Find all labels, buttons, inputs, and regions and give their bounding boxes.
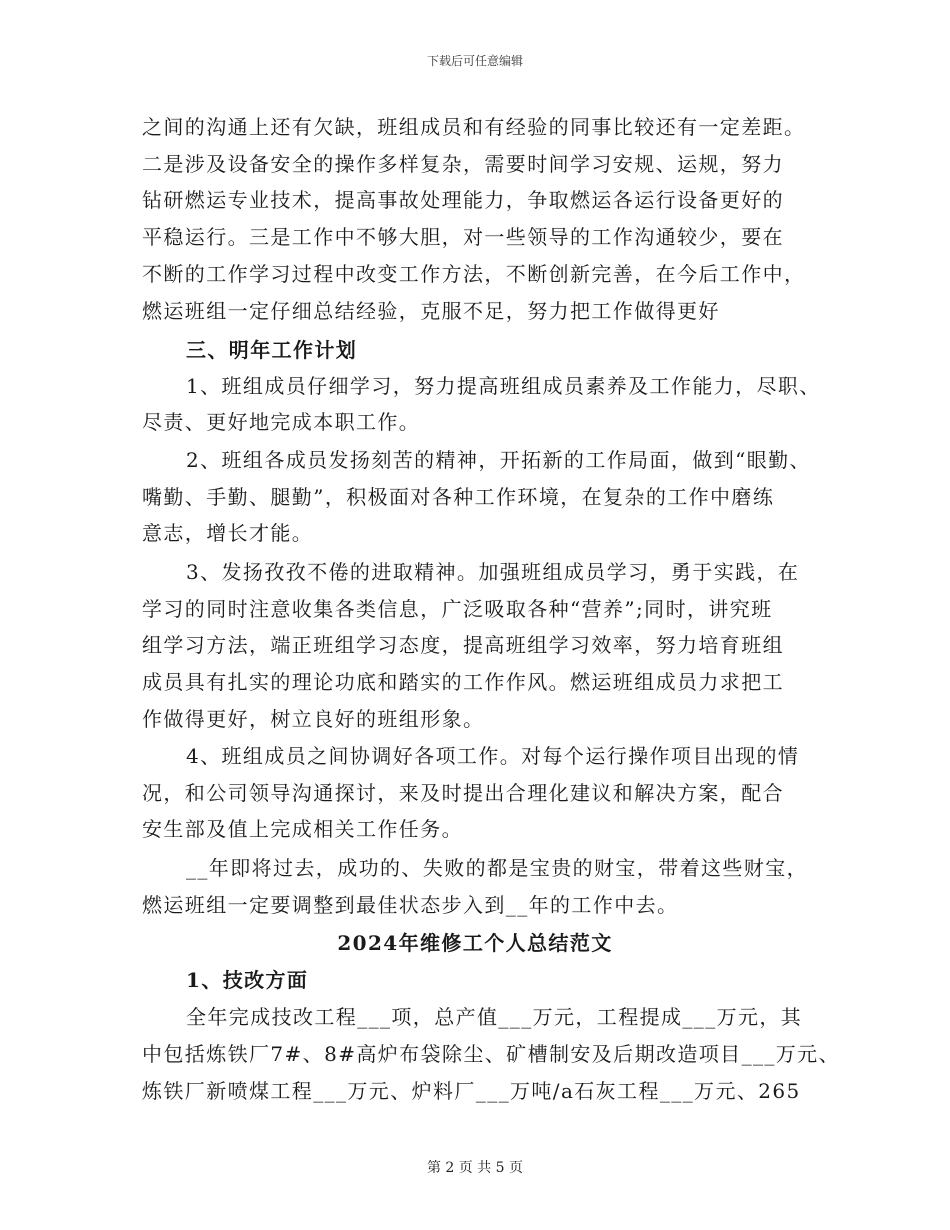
paragraph-line: 燃运班组一定要调整到最佳状态步入到__年的工作中去。: [142, 893, 679, 917]
paragraph-line: 学习的同时注意收集各类信息，广泛吸取各种“营养”;同时，讲究班: [142, 597, 773, 621]
paragraph-line: 钻研燃运专业技术，提高事故处理能力，争取燃运各运行设备更好的: [142, 188, 784, 212]
paragraph-line: 2、班组各成员发扬刻苦的精神，开拓新的工作局面，做到“眼勤、: [186, 448, 811, 472]
section-heading: 1、技改方面: [186, 968, 309, 992]
paragraph-line: 意志，增长才能。: [142, 521, 314, 545]
paragraph-line: 燃运班组一定仔细总结经验，克服不足，努力把工作做得更好: [142, 299, 720, 323]
paragraph-line: 二是涉及设备安全的操作多样复杂，需要时间学习安规、运规，努力: [142, 152, 784, 176]
paragraph-line: 况，和公司领导沟通探讨，来及时提出合理化建议和解决方案，配合: [142, 781, 784, 805]
paragraph-line: 3、发扬孜孜不倦的进取精神。加强班组成员学习，勇于实践，在: [186, 560, 800, 584]
section-title: 2024年维修工个人总结范文: [337, 931, 613, 955]
paragraph-line: 作做得更好，树立良好的班组形象。: [142, 707, 485, 731]
paragraph-line: 4、班组成员之间协调好各项工作。对每个运行操作项目出现的情: [186, 744, 800, 768]
paragraph-line: 成员具有扎实的理论功底和踏实的工作作风。燃运班组成员力求把工: [142, 670, 784, 694]
paragraph-line: 嘴勤、手勤、腿勤”，积极面对各种工作环境，在复杂的工作中磨练: [142, 485, 775, 509]
paragraph-line: 平稳运行。三是工作中不够大胆，对一些领导的工作沟通较少，要在: [142, 225, 784, 249]
paragraph-line: 之间的沟通上还有欠缺，班组成员和有经验的同事比较还有一定差距。: [142, 115, 806, 139]
paragraph-line: 1、班组成员仔细学习，努力提高班组成员素养及工作能力，尽职、: [186, 374, 821, 398]
section-heading: 三、明年工作计划: [186, 338, 358, 362]
paragraph-line: 全年完成技改工程___项，总产值___万元，工程提成___万元，其: [186, 1005, 803, 1029]
paragraph-line: 中包括炼铁厂7#、8#高炉布袋除尘、矿槽制安及后期改造项目___万元、: [142, 1042, 840, 1066]
paragraph-line: __年即将过去，成功的、失败的都是宝贵的财宝，带着这些财宝，: [186, 856, 808, 880]
page-header: 下载后可任意编辑: [426, 54, 523, 68]
paragraph-line: 安生部及值上完成相关工作任务。: [142, 817, 463, 841]
page-footer: 第 2 页 共 5 页: [426, 1160, 524, 1176]
paragraph-line: 尽责、更好地完成本职工作。: [142, 410, 421, 434]
paragraph-line: 炼铁厂新喷煤工程___万元、炉料厂___万吨/a石灰工程___万元、265: [142, 1079, 801, 1103]
paragraph-line: 不断的工作学习过程中改变工作方法，不断创新完善，在今后工作中，: [142, 262, 806, 286]
paragraph-line: 组学习方法，端正班组学习态度，提高班组学习效率，努力培育班组: [142, 633, 784, 657]
